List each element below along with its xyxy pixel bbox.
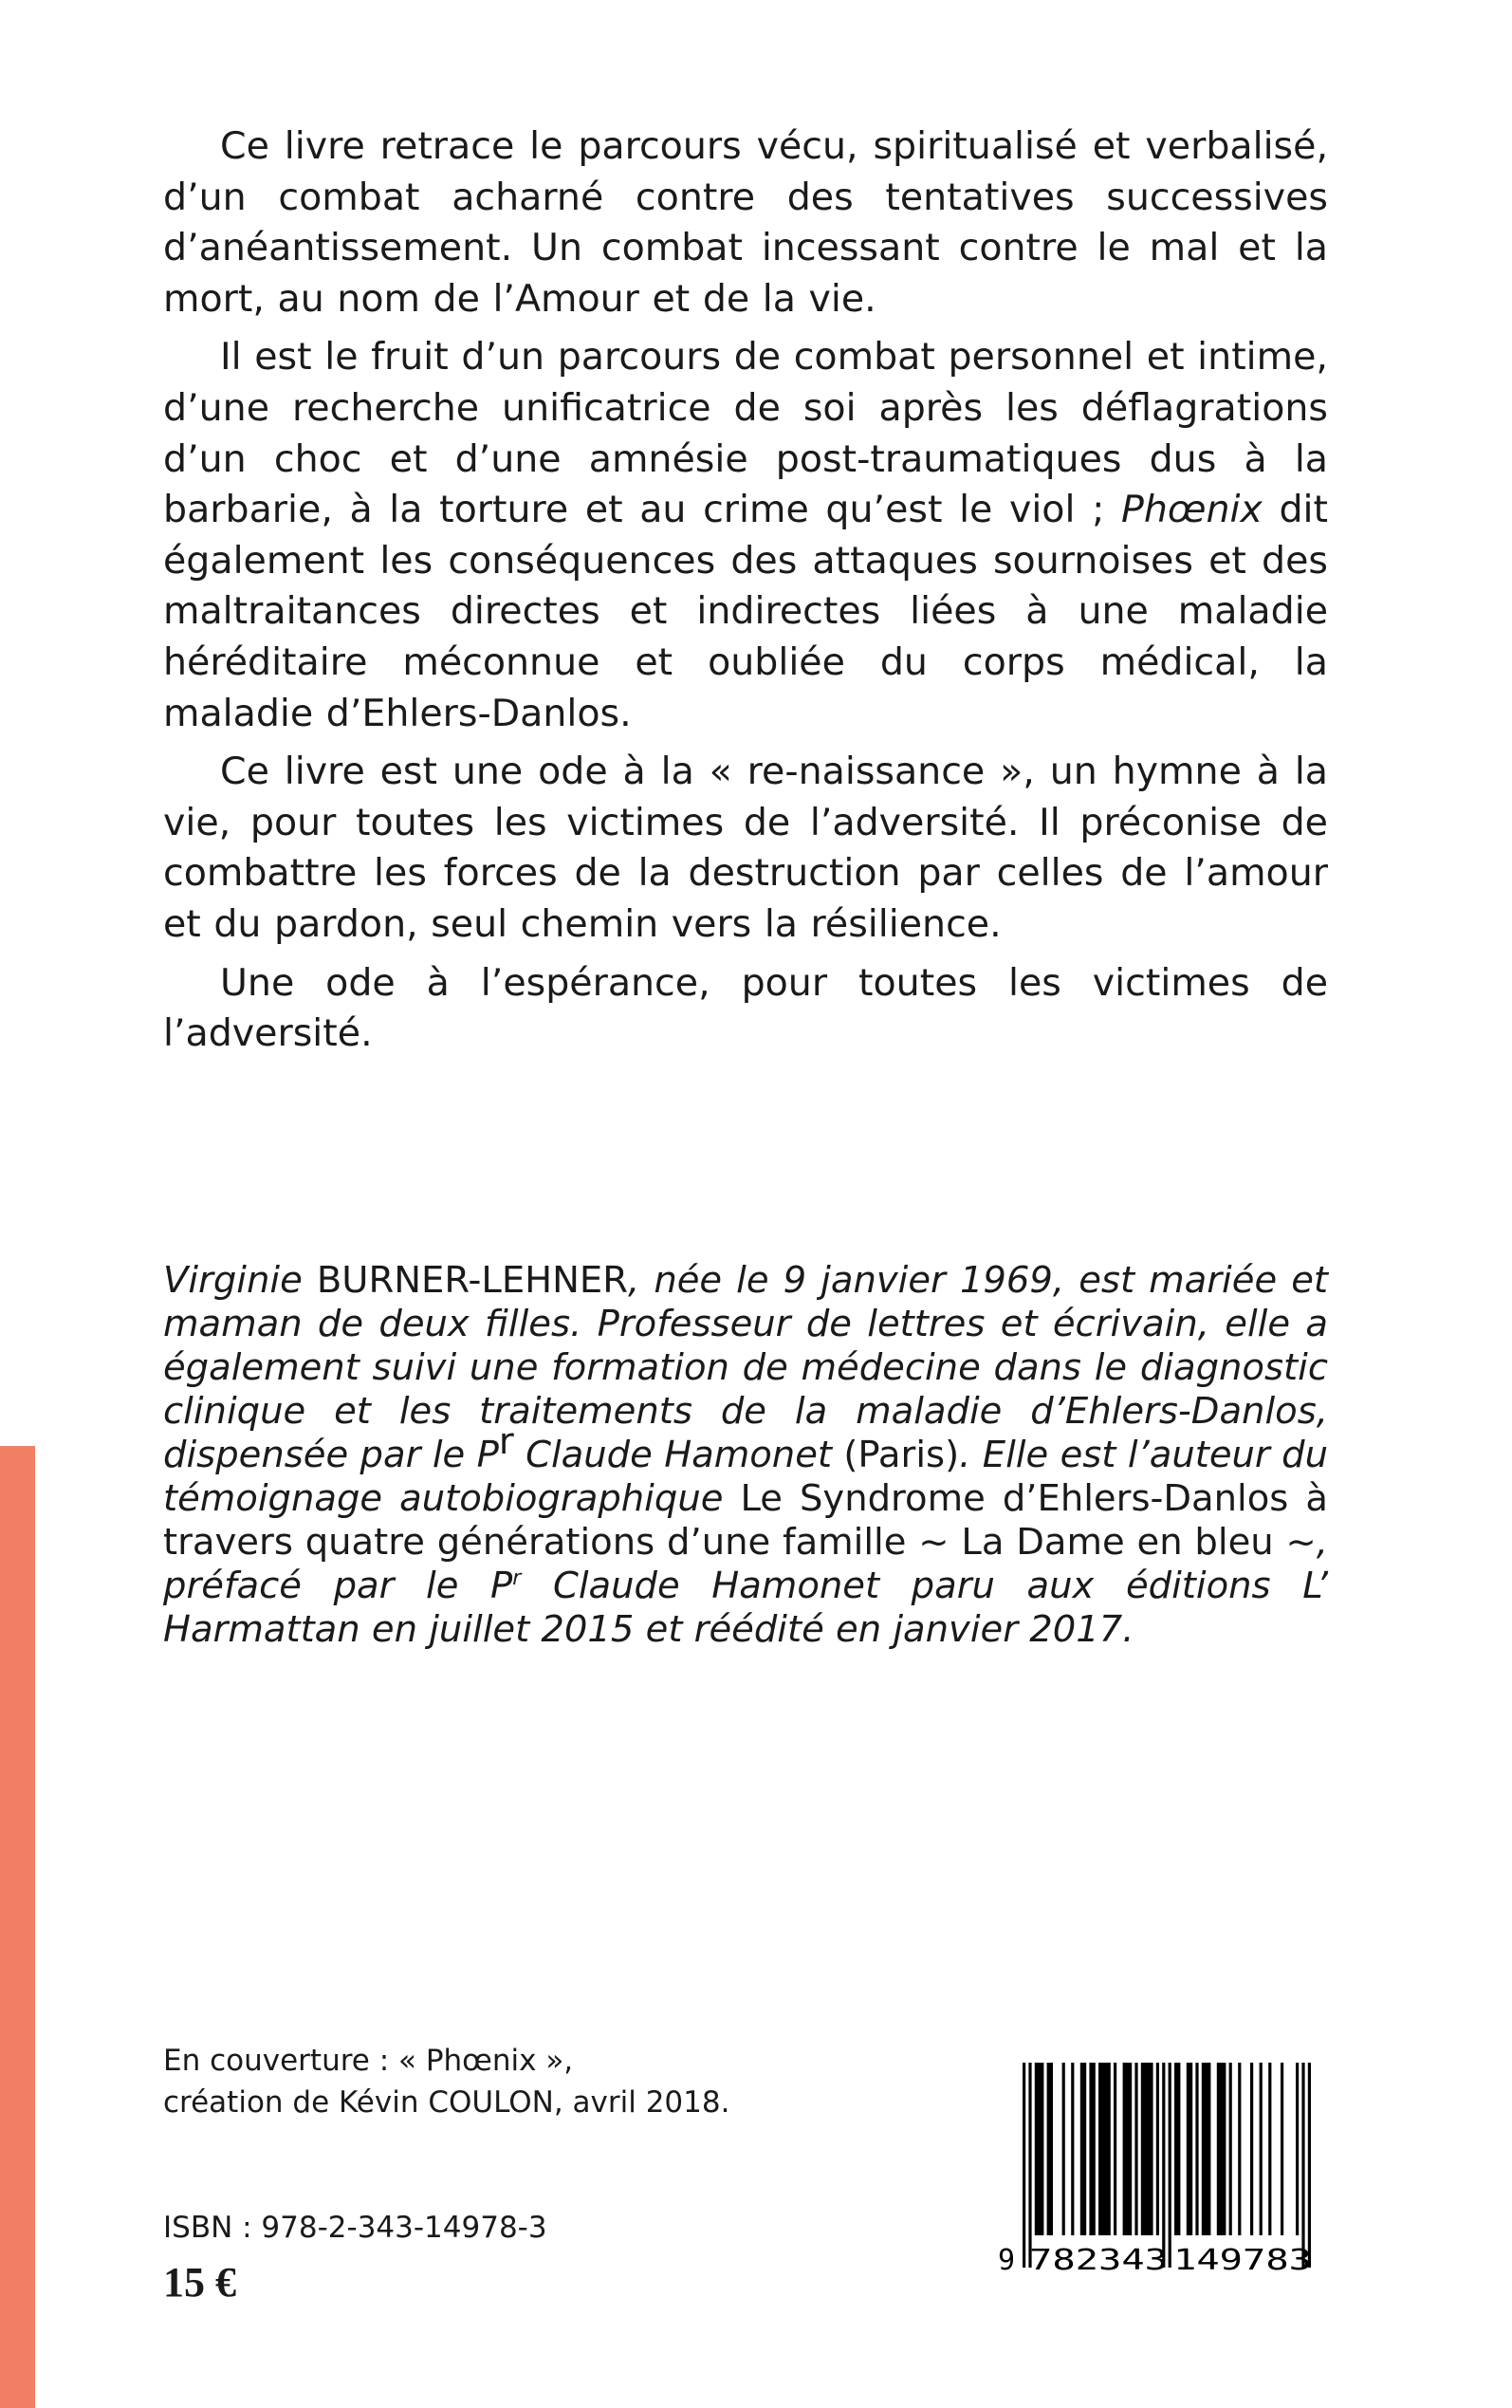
bio-text-4: , préfacé par le P [163, 1521, 1328, 1607]
author-last-name: BURNER-LEHNER [316, 1259, 629, 1302]
blurb-paragraph-1: Ce livre retrace le parcours vécu, spiritualisé et verbalisé, d’un combat acharné contre des tentatives successives d’anéantissement. Un combat incessant contre le mal et la mort, au nom de l’Amour et de la vie. [163, 124, 1328, 321]
barcode-bar [1301, 2063, 1304, 2268]
blurb-paragraph-2-end: dit également les conséquences des attaques sournoises et des maltraitances directes et indirectes liées à une maladie héréditaire méconnue et oubliée du corps médical, la maladie d’Ehlers-Danlos. [163, 488, 1328, 735]
bio-text-2: Claude Hamonet [513, 1434, 844, 1476]
barcode-bar [1281, 2063, 1283, 2235]
barcode-bar [1169, 2063, 1171, 2268]
barcode-bar [1202, 2063, 1211, 2235]
barcode-bar [1047, 2063, 1053, 2235]
barcode-bar [1123, 2063, 1133, 2235]
barcode-bar [1296, 2063, 1299, 2235]
barcode-bar [1238, 2063, 1241, 2235]
barcode-bar [1162, 2063, 1165, 2268]
accent-color-bar [0, 1446, 35, 2408]
barcode-first-digit: 9 [998, 2244, 1016, 2275]
blurb-paragraph-2 [163, 332, 1328, 739]
bio-text-5: Claude Hamonet paru aux éditions L’ Harmattan en juillet 2015 et réédité en janvier 2017. [163, 1565, 1328, 1651]
barcode-bar [1156, 2063, 1159, 2235]
barcode-bar [1062, 2063, 1065, 2235]
barcode-bar [1114, 2063, 1116, 2235]
previous-book-title: Le Syndrome d’Ehlers-Danlos à travers quatre générations d’une famille ~ La Dame en bleu ~ [163, 1477, 1328, 1564]
bio-text-3: . Elle est l’auteur du témoignage autobiographique [163, 1434, 1328, 1520]
price-text: 15 € [163, 2259, 236, 2306]
credits-line-2: création de Kévin COULON, avril 2018. [163, 2085, 730, 2120]
back-cover-blurb [163, 121, 1328, 1067]
cover-credits [163, 2040, 729, 2123]
barcode-left-digits: 782343 [1029, 2244, 1168, 2275]
barcode-bar [1141, 2063, 1153, 2235]
author-bio-paragraph [163, 1259, 1328, 1652]
barcode-bar [1098, 2063, 1111, 2235]
credits-line-1: En couverture : « Phœnix », [163, 2044, 574, 2078]
barcode-bar [1308, 2063, 1311, 2268]
barcode-bar [1023, 2063, 1025, 2268]
barcode-right-digits: 149783 [1173, 2244, 1312, 2275]
author-biography [163, 1259, 1328, 1652]
barcode-graphic [994, 2059, 1328, 2275]
barcode-bar [1217, 2063, 1226, 2235]
barcode-bar [1195, 2063, 1198, 2235]
bio-text-1: , née le 9 janvier 1969, est mariée et maman de deux filles. Professeur de lettres et écrivain, elle a également suivi une formation de médecine dans le diagnostic clinique et les traitements de la maladie d’Ehlers-Danlos, dispensée par le P [163, 1259, 1328, 1476]
blurb-paragraph-4: Une ode à l’espérance, pour toutes les victimes de l’adversité. [163, 960, 1328, 1056]
isbn-barcode [994, 2059, 1328, 2275]
barcode-bar [1174, 2063, 1180, 2235]
bio-paris: (Paris) [843, 1434, 960, 1476]
barcode-bar [1134, 2063, 1137, 2235]
title-superscript: r [498, 1420, 514, 1464]
barcode-bar [1250, 2063, 1253, 2235]
barcode-background [994, 2059, 1328, 2275]
barcode-bar [1071, 2063, 1074, 2235]
barcode-bar [1260, 2063, 1263, 2235]
barcode-bar [1080, 2063, 1086, 2235]
barcode-bar [1229, 2063, 1232, 2235]
title-superscript-2: r [512, 1566, 522, 1591]
blurb-paragraph-2-start: Il est le fruit d’un parcours de combat personnel et intime, d’une recherche unificatrice de soi après les déflagrations d’un choc et d’une amnésie post-traumatiques dus à la barbarie, à la torture et au crime qu’est le viol ; [163, 335, 1328, 532]
barcode-bar [1028, 2063, 1031, 2268]
barcode-bar [1035, 2063, 1044, 2235]
barcode-bar [1187, 2063, 1192, 2235]
author-first-name: Virginie [163, 1259, 317, 1302]
barcode-bar [1268, 2063, 1271, 2235]
isbn-text: ISBN : 978-2-343-14978-3 [163, 2211, 547, 2245]
blurb-paragraph-3: Ce livre est une ode à la « re-naissance », un hymne à la vie, pour toutes les victimes de l’adversité. Il préconise de combattre les forces de la destruction par celles de l’amour et du pardon, seul chemin vers la résilience. [163, 750, 1328, 946]
book-title-phoenix: Phœnix [1121, 488, 1263, 532]
barcode-bar [1089, 2063, 1095, 2235]
